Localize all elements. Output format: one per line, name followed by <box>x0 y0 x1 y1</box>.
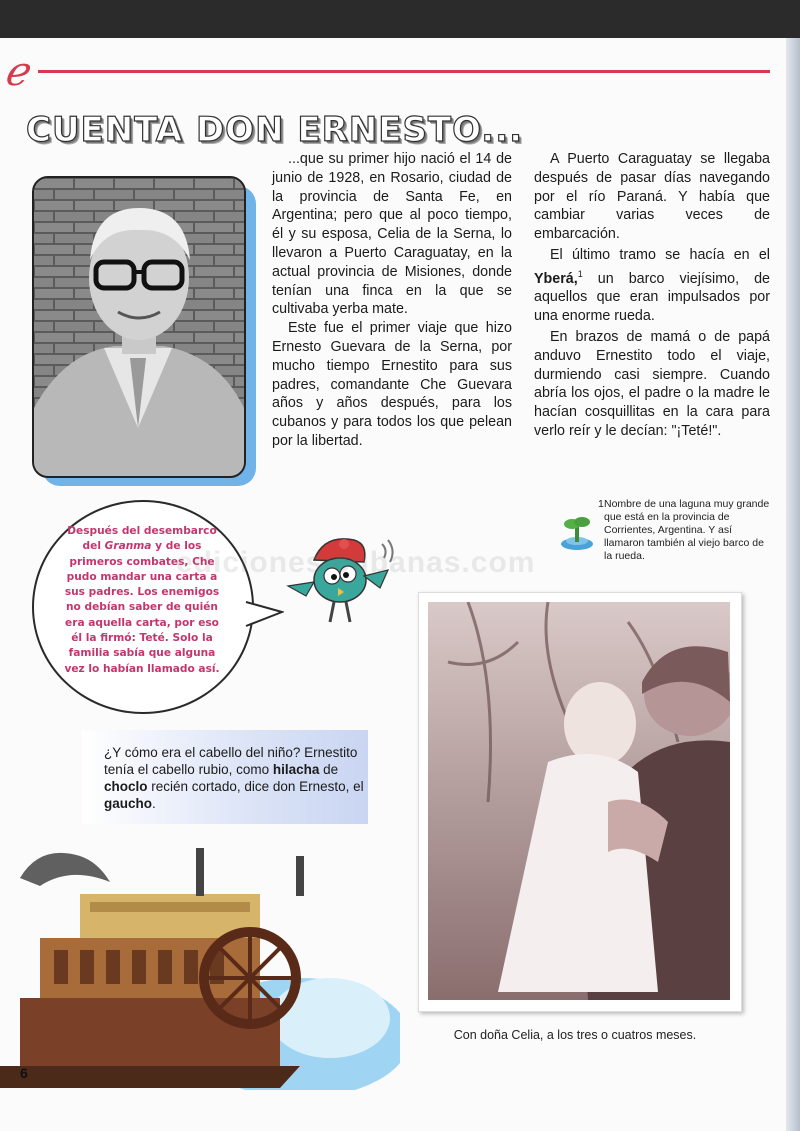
bubble-granma: Granma <box>104 540 152 553</box>
footnote-number: 1 <box>598 498 604 510</box>
paragraph-first-trip: Este fue el primer viaje que hizo Ernesto Guevara de la Serna, por mucho tiempo Ernestito para sus padres, comandante Che Guevara años y años después, para los cubanos y para todos los que pelean por la libertad. <box>272 320 512 449</box>
paragraph-ybera <box>534 246 770 326</box>
header-logo-icon: ℯ <box>4 49 28 95</box>
page-number: 6 <box>20 1065 28 1081</box>
quote-part-1: ¿Y cómo era el cabello del niño? Ernestito tenía el cabello rubio, como <box>104 745 358 777</box>
quote-part-2: de <box>323 762 339 777</box>
footnote-ref: 1 <box>577 268 583 279</box>
header-rule <box>38 70 770 73</box>
elderly-man-portrait-icon <box>34 178 244 476</box>
speech-bubble-tail-icon <box>244 600 284 630</box>
paddle-steamer-illustration <box>0 838 400 1090</box>
quote-end: . <box>152 796 156 811</box>
steamboat-icon <box>0 838 400 1090</box>
ybera-text-end: un barco viejísimo, de aquellos que eran impulsados por una enorme rueda. <box>534 270 770 325</box>
watermark: ediciones cubanas.com <box>176 546 536 579</box>
ybera-name: Yberá, <box>534 270 578 287</box>
scan-top-band <box>0 0 800 38</box>
paragraph-birth: ...que su primer hijo nació el 14 de junio de 1928, en Rosario, ciudad de la provincia de Santa Fe, en Argentina; pero que al poco tiempo, él y su esposa, Celia de la Serna, lo llevaron a Puerto Caraguatay, en la actual provincia de Misiones, donde tenían una finca en la que se cultivaba yerba mate. <box>272 151 512 318</box>
paragraph-tete: En brazos de mamá o de papá anduvo Ernestito todo el viaje, durmiendo casi siempre. Cuando abría los ojos, el padre o la madre le hacían cosquillitas en la cara para verlo reír y le decían: "¡Teté!". <box>534 328 770 439</box>
article-column-right <box>534 150 770 443</box>
article-column-middle <box>272 150 512 451</box>
quote-part-3: recién cortado, dice don Ernesto, el <box>151 779 364 794</box>
page-edge-shadow <box>786 38 800 1131</box>
ybera-text-start: El último tramo se hacía en el <box>550 246 770 263</box>
quote-choclo: choclo <box>104 779 148 794</box>
bubble-text-start: Después del desembarco del <box>67 525 217 553</box>
quote-gaucho: gaucho <box>104 796 153 811</box>
footnote-text: Nombre de una laguna muy grande que está en la provincia de Corrientes, Argentina. Y así llamaron también al viejo barco de la rueda. <box>604 498 770 562</box>
mother-and-baby-photo-icon <box>428 602 730 1000</box>
bubble-text-end: y de los primeros combates, Che pudo mandar una carta a sus padres. Los enemigos no debían saber de quién era aquella carta, por eso él la firmó: Teté. Solo la familia sabía que alguna vez lo habían llamado así. <box>64 540 220 675</box>
quote-hilacha: hilacha <box>272 762 320 777</box>
cartoon-bird-icon <box>284 530 396 630</box>
paragraph-parana: A Puerto Caraguatay se llegaba después de pasar días navegando por el río Paraná. Y había que cambiar varias veces de embarcación. <box>534 151 770 243</box>
quote-text <box>104 744 366 812</box>
photo-caption: Con doña Celia, a los tres o cuatros meses. <box>453 1028 697 1042</box>
island-icon <box>560 512 594 552</box>
page-title: CUENTA DON ERNESTO... <box>26 110 524 150</box>
footnote <box>598 498 772 563</box>
portrait-photo <box>32 176 246 478</box>
baby-photo <box>428 602 730 1000</box>
